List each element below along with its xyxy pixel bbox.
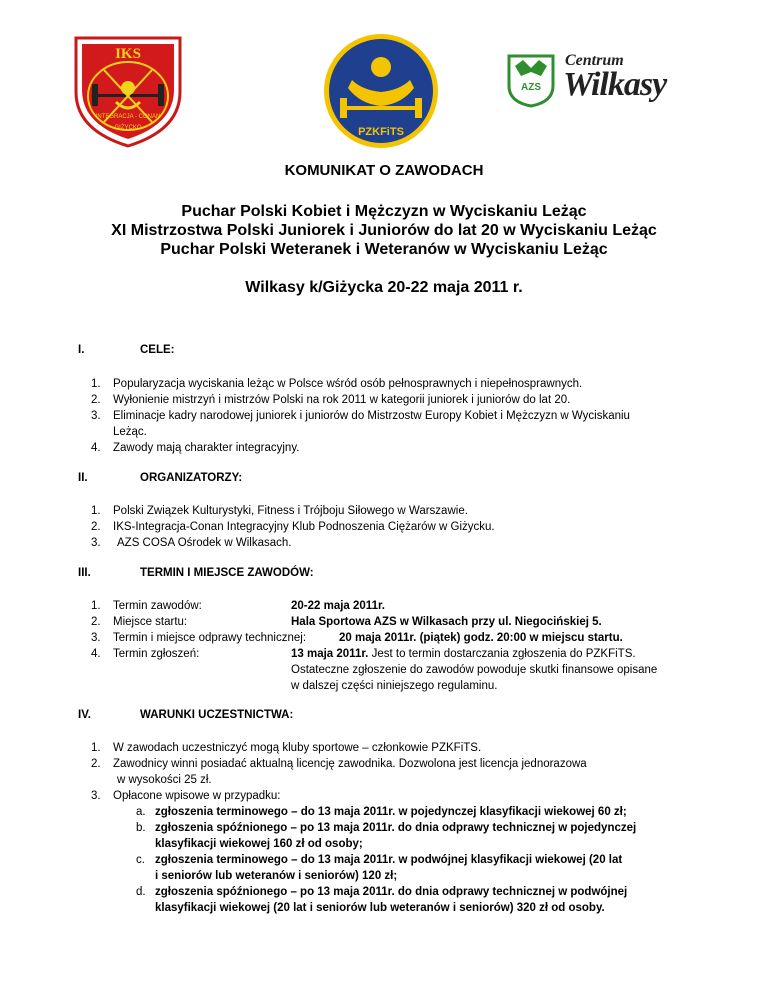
section-3-title: TERMIN I MIEJSCE ZAWODÓW: xyxy=(140,567,314,579)
list-item-value: Hala Sportowa AZS w Wilkasach przy ul. Niegocińskiej 5. xyxy=(291,616,602,628)
sub-item: zgłoszenia terminowego – do 13 maja 2011r. w podwójnej klasyfikacji wiekowej (20 lat xyxy=(155,854,623,866)
list-item-number: 1. xyxy=(91,742,101,754)
centrum-wilkasy-logo xyxy=(505,52,737,112)
list-item-label: Miejsce startu: xyxy=(113,616,188,628)
list-item-number: 3. xyxy=(91,632,101,644)
list-item: W zawodach uczestniczyć mogą kluby sportowe – członkowie PZKFiTS. xyxy=(113,742,482,754)
list-item-number: 4. xyxy=(91,442,101,454)
sub-item: zgłoszenia spóźnionego – po 13 maja 2011r. do dnia odprawy technicznej w podwójnej xyxy=(155,886,628,898)
list-item-continuation: Leżąc. xyxy=(113,426,147,438)
subtitle-2: XI Mistrzostwa Polski Juniorek i Juniorów do lat 20 w Wyciskaniu Leżąc xyxy=(111,222,657,239)
section-3-number: III. xyxy=(78,567,91,579)
section-4-title: WARUNKI UCZESTNICTWA: xyxy=(140,709,294,721)
section-2-number: II. xyxy=(78,472,88,484)
sub-item-continuation: klasyfikacji wiekowej 160 zł od osoby; xyxy=(155,838,363,850)
subtitle-3: Puchar Polski Weteranek i Weteranów w Wyciskaniu Leżąc xyxy=(160,241,608,258)
sub-item-letter: d. xyxy=(136,886,146,898)
list-item: Popularyzacja wyciskania leżąc w Polsce wśród osób pełnosprawnych i niepełnosprawnych. xyxy=(113,378,583,390)
list-item: Zawodnicy winni posiadać aktualną licencję zawodnika. Dozwolona jest licencja jednorazowa xyxy=(113,758,587,770)
list-item-number: 2. xyxy=(91,521,101,533)
iks-logo-ring-text: INTEGRACJA - CONAN xyxy=(95,114,161,120)
sub-item-continuation: klasyfikacji wiekowej (20 lat i seniorów lub weteranów i seniorów) 320 zł od osoby. xyxy=(155,902,605,914)
list-item: Wyłonienie mistrzyń i mistrzów Polski na rok 2011 w kategorii juniorek i juniorów do lat 20. xyxy=(113,394,571,406)
deadline-note: Jest to termin dostarczania zgłoszenia do PZKFiTS. xyxy=(371,648,636,660)
list-item-label: Termin zawodów: xyxy=(113,600,202,612)
deadline-date: 13 maja 2011r. xyxy=(291,648,369,660)
list-item-value: 20 maja 2011r. (piątek) godz. 20:00 w miejscu startu. xyxy=(339,632,623,644)
list-item-number: 2. xyxy=(91,616,101,628)
location-date: Wilkasy k/Giżycka 20-22 maja 2011 r. xyxy=(245,279,523,296)
list-item-continuation: w wysokości 25 zł. xyxy=(117,774,212,786)
list-item: Zawody mają charakter integracyjny. xyxy=(113,442,300,454)
list-item-number: 3. xyxy=(91,410,101,422)
sub-item-continuation: i seniorów lub weteranów i seniorów) 120 zł; xyxy=(155,870,398,882)
list-item-value: 20-22 maja 2011r. xyxy=(291,600,385,612)
list-item-number: 2. xyxy=(91,758,101,770)
page-title: KOMUNIKAT O ZAWODACH xyxy=(284,162,484,179)
list-item-label: Termin zgłoszeń: xyxy=(113,648,200,660)
list-item: IKS-Integracja-Conan Integracyjny Klub Podnoszenia Ciężarów w Giżycku. xyxy=(113,521,495,533)
iks-logo-bottom-text: GIŻYCKO xyxy=(114,125,142,131)
sub-item-letter: c. xyxy=(136,854,145,866)
list-item-number: 1. xyxy=(91,378,101,390)
pzkfits-logo-text: PZKFiTS xyxy=(358,126,404,138)
section-4-number: IV. xyxy=(78,709,92,721)
list-item-continuation: Ostateczne zgłoszenie do zawodów powoduje skutki finansowe opisane xyxy=(291,664,658,676)
list-item: Opłacone wpisowe w przypadku: xyxy=(113,790,281,802)
section-1-number: I. xyxy=(78,344,85,356)
list-item: AZS COSA Ośrodek w Wilkasach. xyxy=(117,537,292,549)
sub-item-letter: a. xyxy=(136,806,146,818)
list-item-number: 4. xyxy=(91,648,101,660)
list-item-continuation: w dalszej części niniejszego regulaminu. xyxy=(291,680,498,692)
centrum-logo-word2: Wilkasy xyxy=(563,66,667,103)
subtitle-1: Puchar Polski Kobiet i Mężczyzn w Wyciskaniu Leżąc xyxy=(181,203,587,220)
list-item-number: 1. xyxy=(91,505,101,517)
section-2-title: ORGANIZATORZY: xyxy=(140,472,243,484)
list-item: Polski Związek Kulturystyki, Fitness i Trójboju Siłowego w Warszawie. xyxy=(113,505,468,517)
sub-item: zgłoszenia terminowego – do 13 maja 2011r. w pojedynczej klasyfikacji wiekowej 60 zł; xyxy=(155,806,627,818)
list-item-number: 2. xyxy=(91,394,101,406)
list-item-value xyxy=(291,646,636,662)
list-item-label: Termin i miejsce odprawy technicznej: xyxy=(113,632,307,644)
list-item: Eliminacje kadry narodowej juniorek i juniorów do Mistrzostw Europy Kobiet i Mężczyzn w Wyciskaniu xyxy=(113,410,630,422)
iks-logo xyxy=(68,32,188,150)
pzkfits-logo xyxy=(322,32,440,150)
list-item-number: 1. xyxy=(91,600,101,612)
centrum-logo-word1: Centrum xyxy=(565,52,624,69)
list-item-number: 3. xyxy=(91,537,101,549)
centrum-logo-badge: AZS xyxy=(521,82,541,93)
sub-item-letter: b. xyxy=(136,822,146,834)
sub-item: zgłoszenia spóźnionego – po 13 maja 2011r. do dnia odprawy technicznej w pojedynczej xyxy=(155,822,637,834)
list-item-number: 3. xyxy=(91,790,101,802)
section-1-title: CELE: xyxy=(140,344,175,356)
iks-logo-top-text: IKS xyxy=(115,46,141,62)
